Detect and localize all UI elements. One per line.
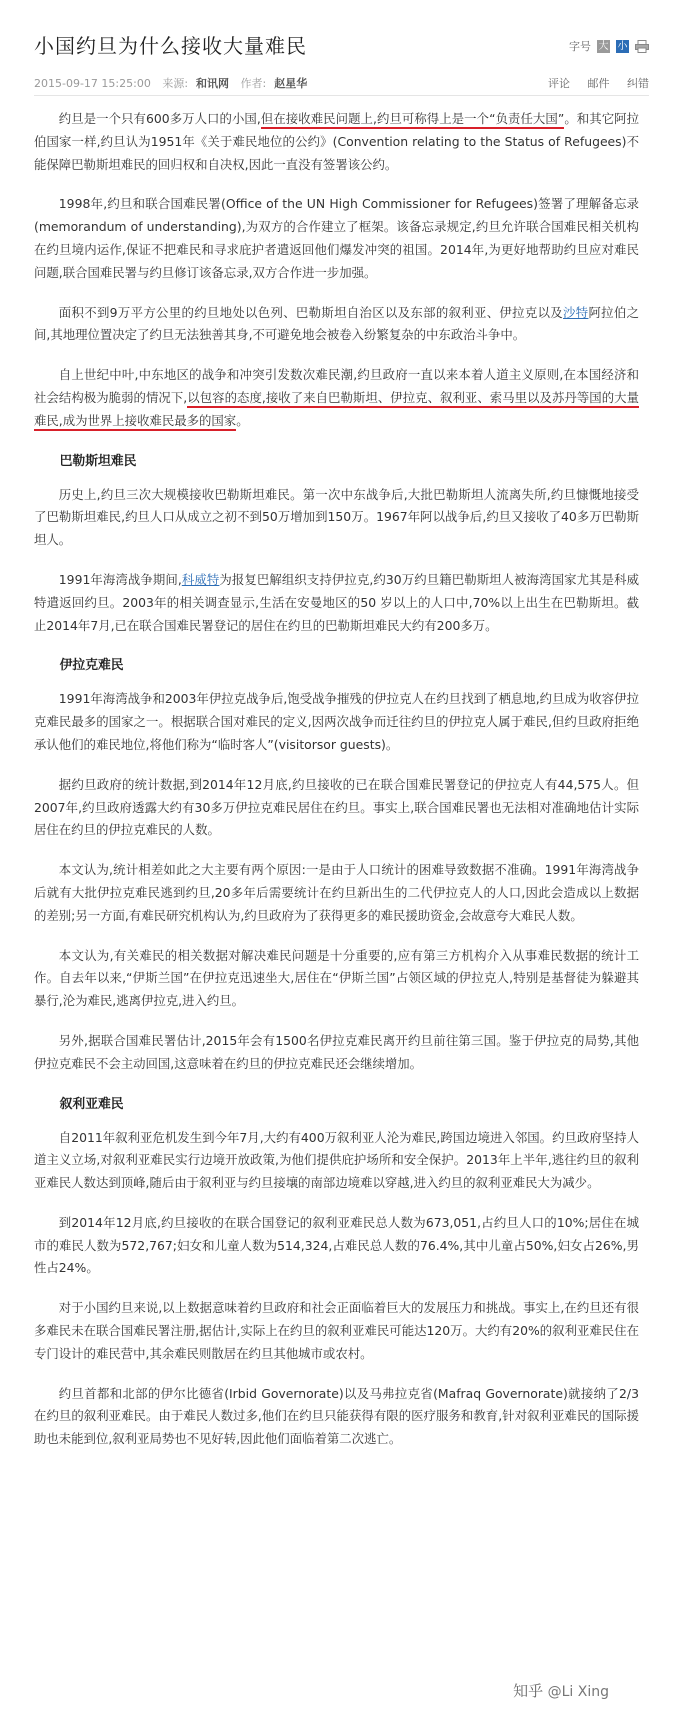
comment-link[interactable]: 评论 [548, 77, 570, 90]
paragraph: 面积不到9万平方公里的约旦地处以色列、巴勒斯坦自治区以及东部的叙利亚、伊拉克以及沙特阿拉伯之间,其地理位置决定了约旦无法独善其身,不可避免地会被卷入纷繁复杂的中东政治斗争中。 [34, 304, 639, 343]
watermark-site: 知乎 [513, 1682, 544, 1700]
mail-link[interactable]: 邮件 [587, 77, 610, 90]
paragraph: 约旦首都和北部的伊尔比德省(Irbid Governorate)以及马弗拉克省(Mafraq Governorate)就接纳了2/3在约旦的叙利亚难民。由于难民人数过多,他们在约旦只能获得有限的医疗服务和教育,针对叙利亚难民的国际援助也未能到位,叙利亚局势也不见好转,因此他们面临着第二次逃亡。 [34, 1385, 639, 1447]
paragraph: 另外,据联合国难民署估计,2015年会有1500名伊拉克难民离开约旦前往第三国。鉴于伊拉克的局势,其他伊拉克难民不会主动回国,这意味着在约旦的伊拉克难民还会继续增加。 [34, 1032, 639, 1071]
article-body [34, 108, 639, 1468]
paragraph: 1991年海湾战争期间,科威特为报复巴解组织支持伊拉克,约30万约旦籍巴勒斯坦人被海湾国家尤其是科威特遣返回约旦。2003年的相关调查显示,生活在安曼地区的50 岁以上的人口中,70%以上出生在巴勒斯坦。截止2014年7月,已在联合国难民署登记的居住在约旦的巴勒斯坦难民大约有200多万。 [34, 571, 639, 633]
font-size-label: 字号 [569, 40, 591, 53]
kuwait-link[interactable]: 科威特 [181, 571, 220, 587]
zhihu-watermark [513, 1680, 609, 1701]
paragraph: 据约旦政府的统计数据,到2014年12月底,约旦接收的已在联合国难民署登记的伊拉克人有44,575人。但2007年,约旦政府透露大约有30多万伊拉克难民居住在约旦。事实上,联合国难民署也无法相对准确地估计实际居住在约旦的伊拉克难民的人数。 [34, 776, 639, 838]
paragraph: 本文认为,有关难民的相关数据对解决难民问题是十分重要的,应有第三方机构介入从事难民数据的统计工作。自去年以来,“伊斯兰国”在伊拉克迅速坐大,居住在“伊斯兰国”占领区域的伊拉克人,特别是基督徒为躲避其暴行,沦为难民,逃离伊拉克,进入约旦。 [34, 947, 639, 1009]
font-large-button[interactable]: 大 [598, 40, 609, 52]
source-name[interactable]: 和讯网 [196, 77, 230, 90]
section-heading-syria: 叙利亚难民 [59, 1096, 124, 1112]
correct-link[interactable]: 纠错 [627, 77, 649, 90]
paragraph: 约旦是一个只有600多万人口的小国,但在接收难民问题上,约旦可称得上是一个“负责任大国”。和其它阿拉伯国家一样,约旦认为1951年《关于难民地位的公约》(Convention relating to the Status of Refugees)不能保障巴勒斯坦难民的回归权和自决权,因此一直没有签署该公约。 [34, 111, 640, 172]
underlined-text: 但在接收难民问题上,约旦可称得上是一个“负责任大国” [261, 111, 564, 129]
paragraph: 到2014年12月底,约旦接收的在联合国登记的叙利亚难民总人数为673,051,占约旦人口的10%;居住在城市的难民人数为572,767;妇女和儿童人数为514,324,占难民总人数的76.4%,其中儿童占50%,妇女占26%,男性占24%。 [34, 1214, 639, 1276]
watermark-user: @Li Xing [547, 1684, 609, 1700]
print-icon[interactable] [635, 40, 649, 53]
font-small-button[interactable]: 小 [617, 40, 628, 52]
header-divider [34, 95, 649, 96]
paragraph: 1991年海湾战争和2003年伊拉克战争后,饱受战争摧残的伊拉克人在约旦找到了栖息地,约旦成为收容伊拉克难民最多的国家之一。根据联合国对难民的定义,因两次战争而迁往约旦的伊拉克人属于难民,但约旦政府拒绝承认他们的难民地位,将他们称为“临时客人”(visitorsor guests)。 [34, 691, 639, 752]
publish-date: 2015-09-17 15:25:00 [34, 77, 151, 90]
article-meta [34, 75, 315, 91]
article-actions [534, 75, 649, 91]
paragraph: 历史上,约旦三次大规模接收巴勒斯坦难民。第一次中东战争后,大批巴勒斯坦人流离失所,约旦慷慨地接受了巴勒斯坦难民,约旦人口从成立之初不到50万增加到150万。1967年阿以战争后,约旦又接收了40多万巴勒斯坦人。 [34, 486, 639, 548]
font-toolbar [569, 38, 649, 54]
section-heading-palestine: 巴勒斯坦难民 [59, 453, 137, 469]
author-label: 作者: [240, 77, 267, 90]
source-label: 来源: [162, 77, 189, 90]
page-title: 小国约旦为什么接收大量难民 [34, 34, 307, 58]
author-name: 赵星华 [274, 77, 308, 90]
underlined-text: 以包容的态度,接收了来自巴勒斯坦、伊拉克、叙利亚、索马里以及苏丹等国的大量难民,成为世界上接收难民最多的国家 [34, 390, 639, 431]
paragraph: 本文认为,统计相差如此之大主要有两个原因:一是由于人口统计的困难导致数据不准确。1991年海湾战争后就有大批伊拉克难民逃到约旦,20多年后需要统计在约旦新出生的二代伊拉克人的人口,因此会造成以上数据的差别;另一方面,有难民研究机构认为,约旦政府为了获得更多的难民援助资金,会故意夸大难民人数。 [34, 862, 639, 923]
paragraph: 对于小国约旦来说,以上数据意味着约旦政府和社会正面临着巨大的发展压力和挑战。事实上,在约旦还有很多难民未在联合国难民署注册,据估计,实际上在约旦的叙利亚难民可能达120万。大约有20%的叙利亚难民住在专门设计的难民营中,其余难民则散居在约旦其他城市或农村。 [34, 1300, 639, 1361]
paragraph: 自2011年叙利亚危机发生到今年7月,大约有400万叙利亚人沦为难民,跨国边境进入邻国。约旦政府坚持人道主义立场,对叙利亚难民实行边境开放政策,为他们提供庇护场所和安全保护。2013年上半年,逃往约旦的叙利亚难民人数达到顶峰,随后由于叙利亚与约旦接壤的南部边境难以穿越,进入约旦的叙利亚难民大为减少。 [34, 1129, 639, 1191]
paragraph: 自上世纪中叶,中东地区的战争和冲突引发数次难民潮,约旦政府一直以来本着人道主义原则,在本国经济和社会结构极为脆弱的情况下,以包容的态度,接收了来自巴勒斯坦、伊拉克、叙利亚、索马里以及苏丹等国的大量难民,成为世界上接收难民最多的国家。 [34, 364, 639, 432]
paragraph: 1998年,约旦和联合国难民署(Office of the UN High Commissioner for Refugees)签署了理解备忘录(memorandum of understanding),为双方的合作建立了框架。该备忘录规定,约旦允许联合国难民相关机构在约旦境内运作,保证不把难民和寻求庇护者遣返回他们爆发冲突的祖国。2014年,为更好地帮助约旦应对难民问题,联合国难民署与约旦修订该备忘录,双方合作进一步加强。 [34, 196, 639, 280]
section-heading-iraq: 伊拉克难民 [59, 658, 124, 674]
saudi-link[interactable]: 沙特 [563, 304, 589, 320]
